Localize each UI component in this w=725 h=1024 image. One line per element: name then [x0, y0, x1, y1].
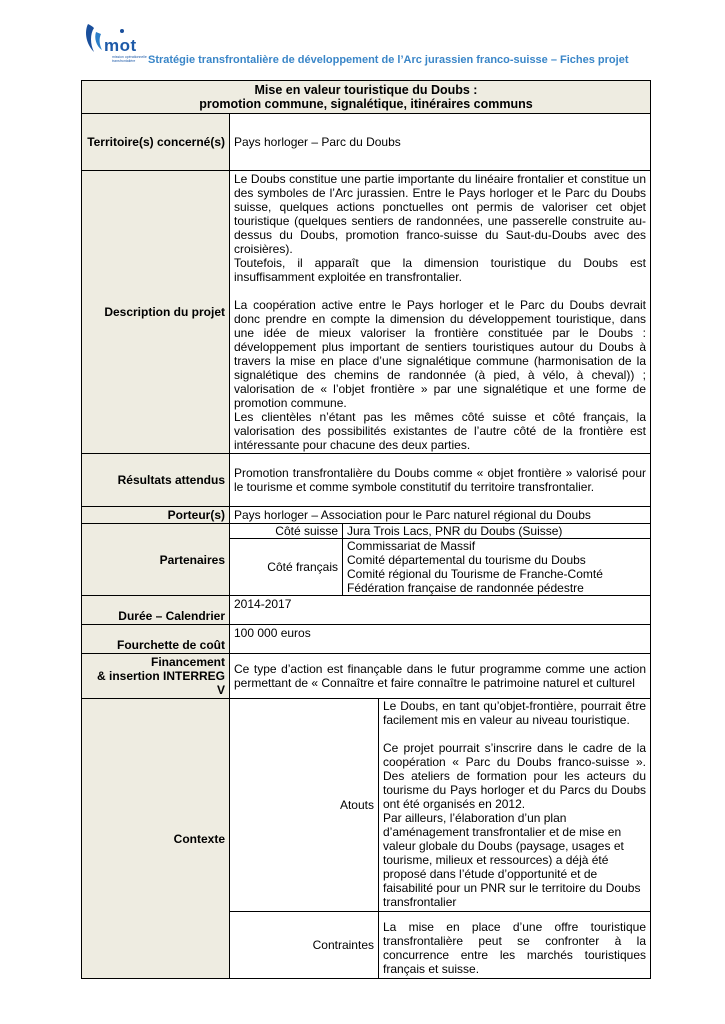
financement-row	[82, 654, 651, 699]
cout-label: Fourchette de coût	[82, 625, 230, 654]
territoire-label-text: Territoire(s) concerné(s)	[87, 135, 225, 149]
contexte-value	[230, 699, 651, 979]
sheet-title	[82, 81, 651, 114]
financement-value: Ce type d’action est finançable dans le futur programme comme une action permettant de « Connaître et faire connaître le patrimoine naturel et culturel	[230, 654, 651, 699]
partenaire-fr-1: Commissariat de Massif	[347, 539, 476, 553]
porteur-row	[82, 507, 651, 524]
sheet-title-line1: Mise en valeur touristique du Doubs :	[254, 83, 478, 97]
atouts-value	[379, 699, 651, 912]
cote-suisse-value: Jura Trois Lacs, PNR du Doubs (Suisse)	[343, 524, 651, 539]
partenaire-fr-3: Comité régional du Tourisme de Franche-Comté	[347, 567, 603, 581]
resultats-value: Promotion transfrontalière du Doubs comme « objet frontière » valorisé pour le tourisme et comme symbole constitutif du territoire transfrontalier.	[230, 454, 651, 507]
territoire-row	[82, 114, 651, 171]
financement-label-1: Financement	[150, 655, 225, 669]
cote-francais-label: Côté français	[230, 539, 343, 596]
cote-francais-values	[343, 539, 651, 596]
logo-text: mot	[104, 36, 137, 55]
cout-value: 100 000 euros	[230, 625, 651, 654]
partenaires-value	[230, 524, 651, 596]
description-value	[230, 171, 651, 454]
resultats-label: Résultats attendus	[82, 454, 230, 507]
contexte-inner-table	[230, 699, 650, 978]
duree-row	[82, 596, 651, 625]
porteur-label: Porteur(s)	[82, 507, 230, 524]
partenaires-francais-row	[230, 539, 650, 596]
description-p3: La coopération active entre le Pays horloger et le Parc du Doubs devrait donc prendre en compte la dimension du développement touristique, dans une idée de mieux valoriser la frontière constituée par le Doubs : développement plus important de sentiers touristiques autour du Doubs à travers la mise en place d’une signalétique commune (harmonisation de la signalétique des chemins de randonnée (à pied, à vélo, à cheval)) ; valorisation de « l’objet frontière » par une signalétique et une forme de promotion commune.	[234, 298, 646, 410]
resultats-row	[82, 454, 651, 507]
atouts-p2: Ce projet pourrait s’inscrire dans le cadre de la coopération « Parc du Doubs franco-suisse ». Des ateliers de formation pour les acteurs du tourisme du Pays horloger et du Parcs du Doubs ont été organisés en 2012.	[383, 741, 646, 811]
partenaires-row	[82, 524, 651, 596]
financement-label-2: & insertion INTERREG	[96, 669, 225, 683]
atouts-p1: Le Doubs, en tant qu’objet-frontière, pourrait être facilement mis en valeur au niveau touristique.	[383, 699, 646, 727]
contraintes-row	[230, 912, 650, 979]
atouts-p3: Par ailleurs, l’élaboration d’un plan d’aménagement transfrontalier et de mise en valeur globale du Doubs (paysage, usages et tourisme, milieux et ressources) a déjà été proposé dans l’étude d’opportunité et de faisabilité pour un PNR sur le territoire du Doubs transfrontalier	[383, 811, 641, 909]
atouts-spacer	[383, 727, 646, 741]
contexte-row	[82, 699, 651, 979]
cout-row	[82, 625, 651, 654]
project-sheet-table	[81, 80, 651, 979]
sheet-title-line2: promotion commune, signalétique, itinéraires communs	[199, 97, 533, 111]
description-label: Description du projet	[82, 171, 230, 454]
cote-suisse-label: Côté suisse	[230, 524, 343, 539]
territoire-value: Pays horloger – Parc du Doubs	[230, 114, 651, 171]
partenaires-inner-table	[230, 524, 650, 595]
territoire-label	[82, 114, 230, 171]
description-row	[82, 171, 651, 454]
partenaire-fr-4: Fédération française de randonnée pédestre	[347, 581, 584, 595]
duree-label: Durée – Calendrier	[82, 596, 230, 625]
financement-label-3: V	[216, 683, 225, 697]
page-header	[82, 22, 642, 72]
title-row	[82, 81, 651, 114]
description-p2: Toutefois, il apparaît que la dimension touristique du Doubs est insuffisamment exploitée en transfrontalier.	[234, 256, 646, 284]
duree-value: 2014-2017	[230, 596, 651, 625]
mot-logo	[82, 22, 152, 62]
atouts-row	[230, 699, 650, 912]
header-title: Stratégie transfrontalière de développement de l’Arc jurassien franco-suisse – Fiches projet	[148, 54, 629, 66]
partenaire-fr-2: Comité départemental du tourisme du Doubs	[347, 553, 586, 567]
financement-label	[82, 654, 230, 699]
logo-subtitle: mission opérationnelle transfrontalière	[112, 55, 147, 63]
contraintes-label: Contraintes	[230, 912, 379, 979]
description-p1: Le Doubs constitue une partie importante du linéaire frontalier et constitue un des symboles de l’Arc jurassien. Entre le Pays horloger et le Parc du Doubs suisse, quelques actions ponctuelles ont permis de valoriser cet objet touristique (quelques sentiers de randonnées, une passerelle construite au-dessus du Doubs, promotion franco-suisse du Saut-du-Doubs avec des croisières).	[234, 172, 646, 256]
atouts-label: Atouts	[230, 699, 379, 912]
description-spacer	[234, 284, 646, 298]
partenaires-label: Partenaires	[82, 524, 230, 596]
partenaires-suisse-row	[230, 524, 650, 539]
contraintes-value: La mise en place d’une offre touristique transfrontalière peut se confronter à la concurrence entre les marchés touristiques français et suisse.	[383, 920, 646, 976]
contexte-label: Contexte	[82, 699, 230, 979]
porteur-value: Pays horloger – Association pour le Parc naturel régional du Doubs	[230, 507, 651, 524]
description-p4: Les clientèles n’étant pas les mêmes côté suisse et côté français, la valorisation des possibilités existantes de l’autre côté de la frontière est intéressante pour chacune des deux parties.	[234, 410, 646, 452]
